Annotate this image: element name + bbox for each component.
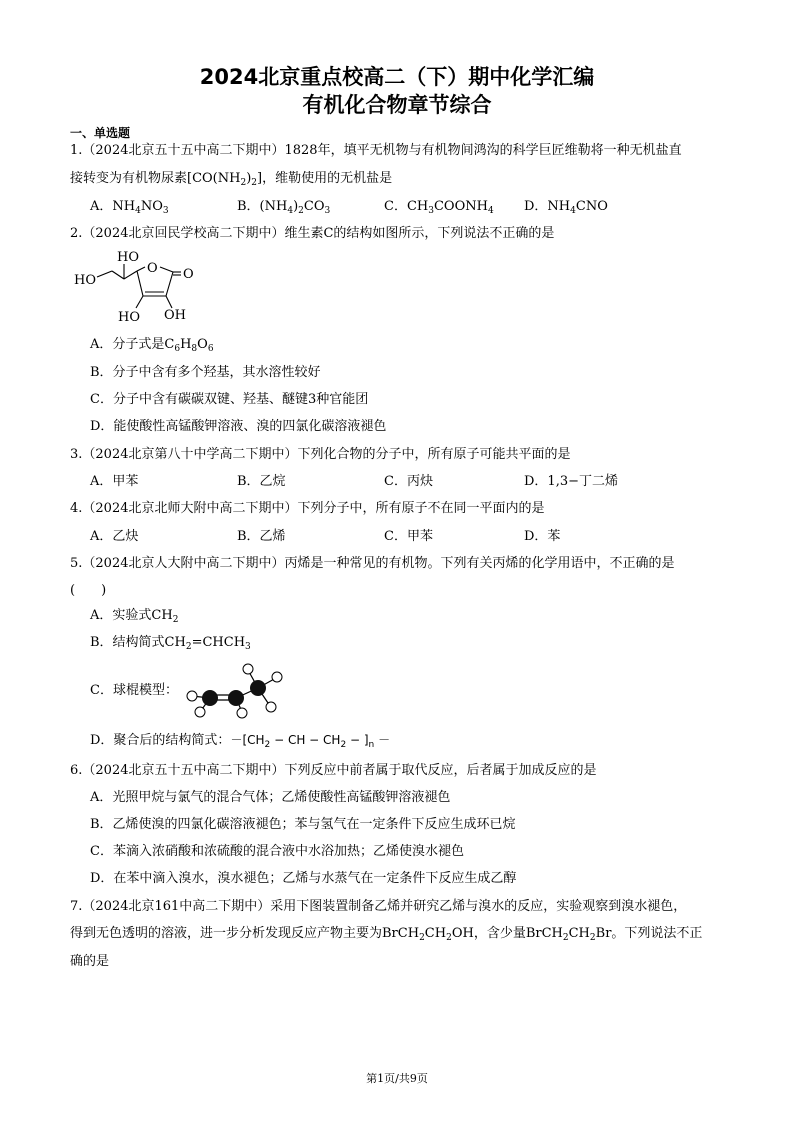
struct-label-o-ring: O — [147, 261, 158, 276]
vitamin-c-structure — [70, 244, 210, 326]
q1-option-d[interactable]: D．$NH_4CNO$ — [524, 199, 608, 216]
page-footer: 第1页/共9页 — [366, 1072, 428, 1085]
struct-label-oh-bottom: OH — [164, 308, 186, 323]
q2-option-b[interactable]: B．分子中含有多个羟基，其水溶性较好 — [90, 365, 321, 380]
q4-option-c[interactable]: C．甲苯 — [384, 529, 433, 544]
q5-option-b[interactable]: B．结构简式$CH_2=CHCH_3$ — [90, 635, 251, 652]
struct-label-o-keto: O — [183, 267, 194, 282]
q7-stem-line2: 得到无色透明的溶液，进一步分析发现反应产物主要为$BrCH_2CH_2OH$，含少量$BrCH_2CH_2Br$。下列说法不正 — [70, 926, 703, 943]
q4-option-b[interactable]: B．乙烯 — [237, 529, 286, 544]
q1-stem-line2: 接转变为有机物尿素$[CO(NH_2)_2]$，维勒使用的无机盐是 — [70, 171, 393, 188]
q2-stem: 2.（2024北京回民学校高二下期中）维生素C的结构如图所示，下列说法不正确的是 — [70, 226, 555, 241]
q3-option-d[interactable]: D．1,3−丁二烯 — [524, 474, 618, 489]
q3-option-a[interactable]: A．甲苯 — [90, 474, 139, 489]
struct-label-ho-top: HO — [117, 250, 139, 265]
q7-stem-line1: 7.（2024北京161中高二下期中）采用下图装置制备乙烯并研究乙烯与溴水的反应，实验观察到溴水褪色， — [70, 899, 687, 914]
struct-label-ho-left: HO — [74, 273, 96, 288]
q2-option-d[interactable]: D．能使酸性高锰酸钾溶液、溴的四氯化碳溶液褪色 — [90, 419, 387, 434]
q4-options — [90, 528, 560, 546]
page-title: 2024北京重点校高二（下）期中化学汇编 — [199, 65, 595, 89]
q3-options — [90, 473, 618, 491]
q5-paren: ( ) — [70, 583, 107, 598]
q2-option-a[interactable]: A．分子式是$C_6H_8O_6$ — [90, 337, 214, 354]
q3-option-c[interactable]: C．丙炔 — [384, 474, 433, 489]
q4-stem: 4.（2024北京北师大附中高二下期中）下列分子中，所有原子不在同一平面内的是 — [70, 501, 545, 516]
q3-option-b[interactable]: B．乙烷 — [237, 474, 286, 489]
q1-option-c[interactable]: C．$CH_3COONH_4$ — [384, 199, 494, 216]
q6-stem: 6.（2024北京五十五中高二下期中）下列反应中前者属于取代反应，后者属于加成反应的是 — [70, 763, 597, 778]
q4-option-a[interactable]: A．乙炔 — [90, 529, 139, 544]
q1-options — [90, 198, 608, 216]
section-heading: 一、单选题 — [70, 126, 131, 140]
carbon-atom-1 — [202, 690, 218, 706]
q2-option-c[interactable]: C．分子中含有碳碳双键、羟基、醚键3种官能团 — [90, 392, 369, 407]
q1-stem-line1: 1.（2024北京五十五中高二下期中）1828年，填平无机物与有机物间鸿沟的科学巨匠维勒将一种无机盐直 — [70, 143, 682, 158]
q6-option-a[interactable]: A．光照甲烷与氯气的混合气体；乙烯使酸性高锰酸钾溶液褪色 — [90, 790, 451, 805]
q6-option-b[interactable]: B．乙烯使溴的四氯化碳溶液褪色；苯与氢气在一定条件下反应生成环已烷 — [90, 817, 516, 832]
page-subtitle: 有机化合物章节综合 — [302, 93, 492, 117]
q5-option-c[interactable]: C．球棍模型： — [90, 683, 178, 698]
carbon-atom-2 — [228, 690, 244, 706]
q6-option-c[interactable]: C．苯滴入浓硝酸和浓硫酸的混合液中水浴加热；乙烯使溴水褪色 — [90, 844, 464, 859]
propene-ball-stick-model — [180, 658, 290, 720]
q4-option-d[interactable]: D．苯 — [524, 529, 561, 544]
q3-stem: 3.（2024北京第八十中学高二下期中）下列化合物的分子中，所有原子可能共平面的是 — [70, 447, 571, 462]
q7-stem-line3: 确的是 — [70, 954, 110, 969]
q5-stem: 5.（2024北京人大附中高二下期中）丙烯是一种常见的有机物。下列有关丙烯的化学用语中，不正确的是 — [70, 556, 675, 571]
q5-option-a[interactable]: A．实验式$CH_2$ — [90, 608, 179, 625]
q1-option-b[interactable]: B．$(NH_4)_2CO_3$ — [237, 199, 331, 216]
q1-option-a[interactable]: A．$NH_4NO_3$ — [90, 199, 169, 216]
q5-option-d[interactable]: D．聚合后的结构简式：$-[CH_2$ − CH − $CH_2 - ]_n$ － — [90, 733, 391, 750]
struct-label-ho-bottom: HO — [118, 310, 140, 325]
carbon-atom-3 — [250, 680, 266, 696]
q6-option-d[interactable]: D．在苯中滴入溴水，溴水褪色；乙烯与水蒸气在一定条件下反应生成乙醇 — [90, 871, 517, 886]
